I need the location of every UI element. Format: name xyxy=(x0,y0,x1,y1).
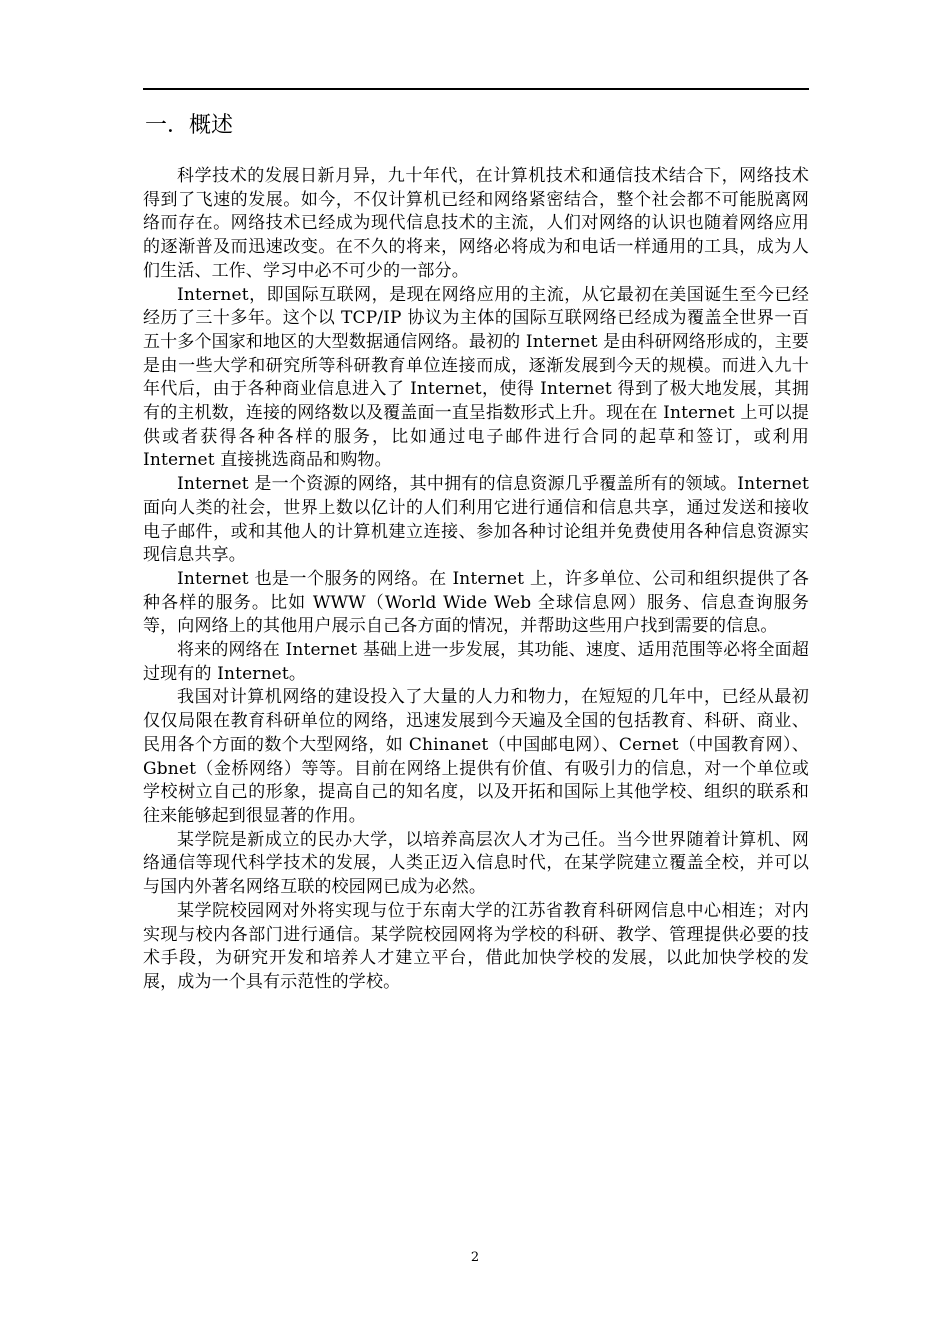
section-heading: 一．概述 xyxy=(145,113,234,138)
paragraph-internet-resources: Internet 是一个资源的网络，其中拥有的信息资源几乎覆盖所有的领域。Internet 面向人类的社会，世界上数以亿计的人们利用它进行通信和信息共享，通过发送和接收电子邮件，或和其他人的计算机建立连接、参加各种讨论组并免费使用各种信息资源实现信息共享。 xyxy=(143,474,809,566)
header-rule xyxy=(143,88,809,90)
paragraph-internet-history: Internet，即国际互联网，是现在网络应用的主流，从它最初在美国诞生至今已经经历了三十多年。这个以 TCP/IP 协议为主体的国际互联网络已经成为覆盖全世界一百五十多个国家和地区的大型数据通信网络。最初的 Internet 是由科研网络形成的，主要是由一些大学和研究所等科研教育单位连接而成，逐渐发展到今天的规模。而进入九十年代后，由于各种商业信息进入了 Internet，使得 Internet 得到了极大地发展，其拥有的主机数，连接的网络数以及覆盖面一直呈指数形式上升。现在在 Internet 上可以提供或者获得各种各样的服务，比如通过电子邮件进行合同的起草和签订，或利用 Internet 直接挑选商品和购物。 xyxy=(143,284,809,471)
paragraph-campus-network: 某学院校园网对外将实现与位于东南大学的江苏省教育科研网信息中心相连；对内实现与校内各部门进行通信。某学院校园网将为学校的科研、教学、管理提供必要的技术手段，为研究开发和培养人才建立平台，借此加快学校的发展，以此加快学校的发展，成为一个具有示范性的学校。 xyxy=(143,900,809,992)
body-text xyxy=(143,165,809,995)
paragraph-future-network: 将来的网络在 Internet 基础上进一步发展，其功能、速度、适用范围等必将全面超过现有的 Internet。 xyxy=(143,640,809,684)
paragraph-china-networks: 我国对计算机网络的建设投入了大量的人力和物力，在短短的几年中，已经从最初仅仅局限在教育科研单位的网络，迅速发展到今天遍及全国的包括教育、科研、商业、民用各个方面的数个大型网络，如 Chinanet（中国邮电网）、Cernet（中国教育网）、Gbnet（金桥网络）等等。目前在网络上提供有价值、有吸引力的信息，对一个单位或学校树立自己的形象，提高自己的知名度，以及开拓和国际上其他学校、组织的联系和往来能够起到很显著的作用。 xyxy=(143,687,809,826)
paragraph-internet-services: Internet 也是一个服务的网络。在 Internet 上，许多单位、公司和组织提供了各种各样的服务。比如 WWW（World Wide Web 全球信息网）服务、信息查询服务等，向网络上的其他用户展示自己各方面的情况，并帮助这些用户找到需要的信息。 xyxy=(143,568,809,637)
paragraph-college-intro: 某学院是新成立的民办大学，以培养高层次人才为己任。当今世界随着计算机、网络通信等现代科学技术的发展，人类正迈入信息时代，在某学院建立覆盖全校，并可以与国内外著名网络互联的校园网已成为必然。 xyxy=(143,829,809,898)
page-number: 2 xyxy=(470,1250,480,1265)
paragraph-overview-intro: 科学技术的发展日新月异，九十年代，在计算机技术和通信技术结合下，网络技术得到了飞速的发展。如今，不仅计算机已经和网络紧密结合，整个社会都不可能脱离网络而存在。网络技术已经成为现代信息技术的主流，人们对网络的认识也随着网络应用的逐渐普及而迅速改变。在不久的将来，网络必将成为和电话一样通用的工具，成为人们生活、工作、学习中必不可少的一部分。 xyxy=(143,166,809,281)
